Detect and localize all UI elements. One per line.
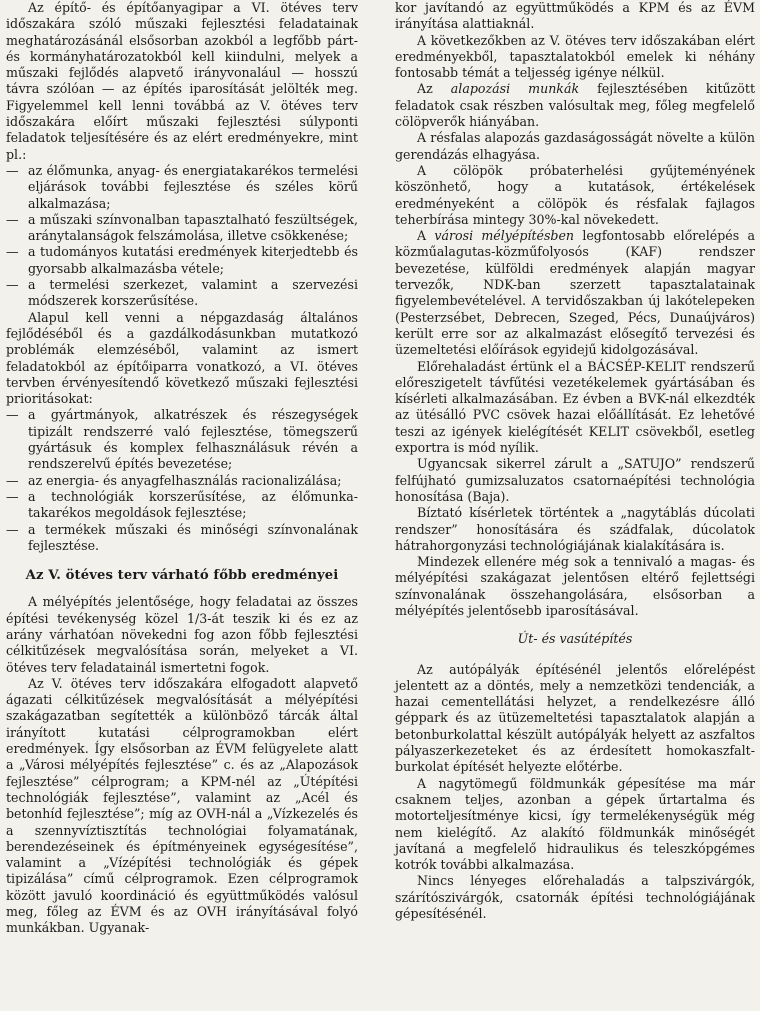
paragraph: A résfalas alapozás gazdaságosságát növelte a külön gerendázás elhagyása.: [395, 130, 755, 162]
paragraph: A nagytömegű földmunkák gépesítése ma már csaknem teljes, azonban a gépek űrtartalma és motorteljesítménye kicsi, így termelékenységük még nem kielégítő. Az alakító földmunkák minőségét javítaná a megfelelő hidraulikus és teleszkópgémes kotrók további alkalmazása.: [395, 775, 755, 873]
paragraph: Mindezek ellenére még sok a tennivaló a magas- és mélyépítési szakágazat jelentősen eltérő fejlettségi színvonalának összehangolására, elsősorban a mélyépítés jelentősebb iparosításával.: [395, 554, 755, 618]
paragraph: Az V. ötéves terv időszakára elfogadott alapvető ágazati célkitűzések megvalósítását a mélyépítési szakágazatban segítették a különböző tárcák által irányított kutatási célprogramokban elért eredmények. Így elsősorban az ÉVM felügyelete alatt a „Városi mélyépítés fejlesztése” c. és az „Alapozások fejlesztése” célprogram; a KPM-nél az „Útépítési technológiák fejlesztése”, valamint az „Acél és betonhíd fejlesztése”; míg az OVH-nál a „Vízkezelés és a szennyvíztisztítás technológiai folyamatának, berendezéseinek és építményeinek egységesítése”, valamint a „Vízépítési technológiák és gépek tipizálása” című célprogramok. Ezen célprogramok között javuló koordináció és együttműködés valósul meg, főleg az ÉVM és az OVH irányításával folyó munkákban. Ugyanak-: [6, 675, 358, 936]
paragraph: Bíztató kísérletek történtek a „nagytáblás dúcolati rendszer” honosítására és szádfalak, dúcolatok hátrahorgonyzási technológiájának kialakítására is.: [395, 505, 755, 553]
priorities-list: [6, 407, 358, 554]
subsection-heading: Út- és vasútépítés: [517, 631, 633, 647]
section-heading: Az V. ötéves terv várható főbb eredményei: [25, 568, 339, 584]
text: A: [417, 228, 435, 244]
paragraph: [395, 228, 755, 358]
list-item: — a gyártmányok, alkatrészek és részegységek tipizált rendszerré való fejlesztése, tömegszerű gyártásuk és komplex felhasználásuk révén a rendszerelvű építés bevezetése;: [6, 407, 358, 472]
paragraph: Ugyancsak sikerrel zárult a „SATUJO” rendszerű felfújható gumizsaluzatos csatornaépítési technológia honosítása (Baja).: [395, 456, 755, 504]
text: fejlesztésében kitűzött feladatok csak részben valósultak meg, főleg megfelelő cölöpverők hiányában.: [395, 81, 756, 130]
paragraph: Előrehaladást értünk el a BÁCSÉP-KELIT rendszerű előreszigetelt távfűtési vezetékelemek gyártásában és kísérleti alkalmazásában. Ez évben a BVK-nál elkezdték az ütésálló PVC csövek hazai előállítását. Ez lehetővé teszi az igények kielégítését KELIT csövekből, esetleg exportra is mód nyílik.: [395, 358, 755, 456]
paragraph-continuation: kor javítandó az együttműködés a KPM és az ÉVM irányítása alattiaknál.: [395, 0, 755, 32]
paragraph: Alapul kell venni a népgazdaság általános fejlődéséből és a gazdálkodásunkban mutatkozó problémák elemzéséből, valamint az ismert feladatokból az építőiparra vonatkozó, a VI. ötéves tervben érvényesítendő következő műszaki fejlesztési prioritásokat:: [6, 309, 358, 407]
paragraph: A következőkben az V. ötéves terv időszakában elért eredményekből, tapasztalatokból emelek ki néhány fontosabb témát a teljesség igénye nélkül.: [395, 32, 755, 81]
paragraph: [395, 81, 755, 130]
emphasis: alapozási munkák: [450, 81, 580, 97]
paragraph: A mélyépítés jelentősége, hogy feladatai az összes építési tevékenység közel 1/3-át teszik ki és ez az arány várhatóan növekedni fog azon főbb fejlesztési célkitűzések megvalósítása során, melyeket a VI. ötéves terv feladatainál ismertetni fogok.: [6, 594, 358, 675]
paragraph: A cölöpök próbaterhelési gyűjteményének köszönhető, hogy a kutatások, értékelések eredményeként a cölöpök és résfalak fajlagos teherbírása mintegy 30%-kal növekedett.: [395, 162, 755, 227]
list-item: — a műszaki színvonalban tapasztalható feszültségek, aránytalanságok felszámolása, illetve csökkenése;: [6, 212, 358, 245]
text: Az: [417, 81, 451, 97]
list-item: — az energia- és anyagfelhasználás racionalizálása;: [6, 473, 358, 489]
list-item: — a termelési szerkezet, valamint a szervezési módszerek korszerűsítése.: [6, 277, 358, 310]
paragraph: Az építő- és építőanyagipar a VI. ötéves terv időszakára szóló műszaki fejlesztési feladatainak meghatározásánál elsősorban azokból a legfőbb párt- és kormányhatározatokból kell kiindulni, melyek a műszaki fejlődés alapvető irányvonalául — hosszú távra szólóan — az építés iparosítását jelölték meg. Figyelemmel kell lenni továbbá az V. ötéves terv időszakára előírt műszaki fejlesztési súlyponti feladatok teljesítésére és az elért eredményekre, mint pl.:: [6, 0, 358, 162]
right-column: [395, 0, 755, 1011]
paragraph: Az autópályák építésénél jelentős előrelépést jelentett az a döntés, mely a nemzetközi tendenciák, a hazai cementellátási helyzet, a rendelkezésre álló géppark és az ütüzemeltetési tapasztalatok alapján a betonburkolattal készült autópályák helyett az aszfaltos pályaszerkezeteket és az érdesített homokaszfalt-burkolat építését helyezte előtérbe.: [395, 661, 755, 775]
prior-goals-list: [6, 163, 358, 310]
paragraph: Nincs lényeges előrehaladás a talpszivárgók, szárítószivárgók, csatornák építési technológiájának gépesítésénél.: [395, 873, 755, 922]
list-item: — a tudományos kutatási eredmények kiterjedtebb és gyorsabb alkalmazásba vétele;: [6, 244, 358, 277]
emphasis: városi mélyépítésben: [434, 228, 575, 244]
text: legfontosabb előrelépés a közműalagutas-közműfolyosós (KAF) rendszer bevezetése, külföldi eredmények alapján magyar tervezők, NDK-ban szerzett tapasztalatainak figyelembevételével. A tervidőszakban új lakótelepeken (Pesterzsébet, Debrecen, Szeged, Pécs, Dunaújváros) került erre sor az alkalmazást elősegítő tervezési és üzemeltetési előírások egyidejű kidolgozásával.: [395, 228, 755, 358]
list-item: — az élőmunka, anyag- és energiatakarékos termelési eljárások további fejlesztése és széles körű alkalmazása;: [6, 163, 358, 212]
list-item: — a technológiák korszerűsítése, az élőmunka-takarékos megoldások fejlesztése;: [6, 489, 358, 522]
left-column: [6, 0, 358, 1011]
list-item: — a termékek műszaki és minőségi színvonalának fejlesztése.: [6, 522, 358, 555]
